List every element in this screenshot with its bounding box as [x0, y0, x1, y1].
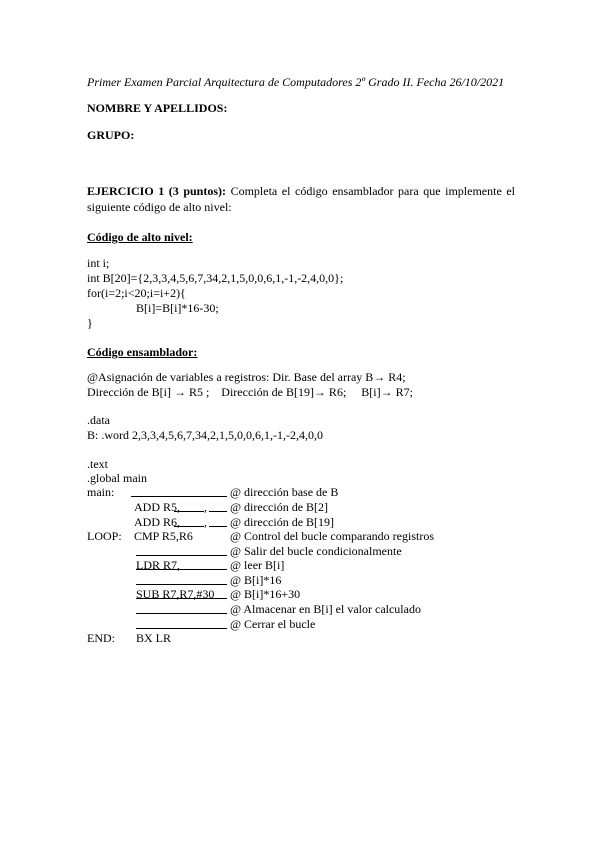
- answer-blank[interactable]: [209, 515, 227, 527]
- asm-instruction: LDR R7,: [136, 558, 181, 572]
- answer-blank[interactable]: [131, 485, 227, 497]
- register-assignment-1: @Asignación de variables a registros: Dir. Base del array B→ R4;: [87, 370, 406, 384]
- text-directive: .text: [87, 457, 108, 471]
- asm-instruction: BX LR: [136, 631, 172, 645]
- exam-header: Primer Examen Parcial Arquitectura de Computadores 2º Grado II. Fecha 26/10/2021: [87, 75, 505, 89]
- code-line: B[i]=B[i]*16-30;: [136, 301, 219, 315]
- asm-label-main: main:: [87, 485, 115, 499]
- asm-label-end: END:: [87, 631, 115, 645]
- high-level-heading: Código de alto nivel:: [87, 230, 193, 244]
- global-directive: .global main: [87, 471, 147, 485]
- answer-blank[interactable]: [136, 587, 227, 599]
- assembly-heading: Código ensamblador:: [87, 345, 198, 359]
- exercise-title: EJERCICIO 1 (3 puntos):: [87, 184, 227, 198]
- asm-comment: @ leer B[i]: [230, 558, 285, 572]
- asm-comment: @ Control del bucle comparando registros: [230, 529, 434, 543]
- asm-separator: ,: [204, 500, 207, 514]
- asm-instruction: ADD R5,: [134, 500, 181, 514]
- code-line: for(i=2;i<20;i=i+2){: [87, 286, 186, 300]
- data-word-line: B: .word 2,3,3,4,5,6,7,34,2,1,5,0,0,6,1,-1,-2,4,0,0: [87, 428, 323, 442]
- asm-separator: ,: [204, 515, 207, 529]
- answer-blank[interactable]: [136, 573, 227, 585]
- asm-instruction: CMP R5,R6: [134, 529, 193, 543]
- name-label: NOMBRE Y APELLIDOS:: [87, 101, 228, 115]
- answer-blank[interactable]: [209, 500, 227, 512]
- asm-comment: @ B[i]*16+30: [230, 587, 301, 601]
- asm-comment: @ dirección de B[2]: [230, 500, 329, 514]
- code-line: int i;: [87, 256, 110, 270]
- asm-instruction: ADD R6,: [134, 515, 181, 529]
- answer-blank[interactable]: [174, 515, 204, 527]
- asm-comment: @ B[i]*16: [230, 573, 282, 587]
- code-line: int B[20]={2,3,3,4,5,6,7,34,2,1,5,0,0,6,1,-1,-2,4,0,0};: [87, 271, 344, 285]
- exercise-statement-line1: [87, 184, 515, 198]
- group-label: GRUPO:: [87, 128, 135, 142]
- asm-comment: @ Almacenar en B[i] el valor calculado: [230, 602, 421, 616]
- asm-comment: @ Cerrar el bucle: [230, 617, 316, 631]
- asm-comment: @ dirección de B[19]: [230, 515, 335, 529]
- answer-blank[interactable]: [136, 544, 227, 556]
- register-assignment-2: Dirección de B[i] → R5 ; Dirección de B[19]→ R6; B[i]→ R7;: [87, 385, 413, 399]
- answer-blank[interactable]: [136, 558, 227, 570]
- asm-instruction: SUB R7,R7,#30: [136, 587, 215, 601]
- exercise-text-2: siguiente código de alto nivel:: [87, 200, 232, 214]
- asm-comment: @ Salir del bucle condicionalmente: [230, 544, 402, 558]
- asm-comment: @ dirección base de B: [230, 485, 339, 499]
- data-directive: .data: [87, 413, 110, 427]
- exercise-text-1: Completa el código ensamblador para que implemente el: [226, 184, 515, 198]
- answer-blank[interactable]: [136, 617, 227, 629]
- answer-blank[interactable]: [136, 602, 227, 614]
- answer-blank[interactable]: [174, 500, 204, 512]
- asm-label-loop: LOOP:: [87, 529, 122, 543]
- code-line: }: [87, 316, 93, 330]
